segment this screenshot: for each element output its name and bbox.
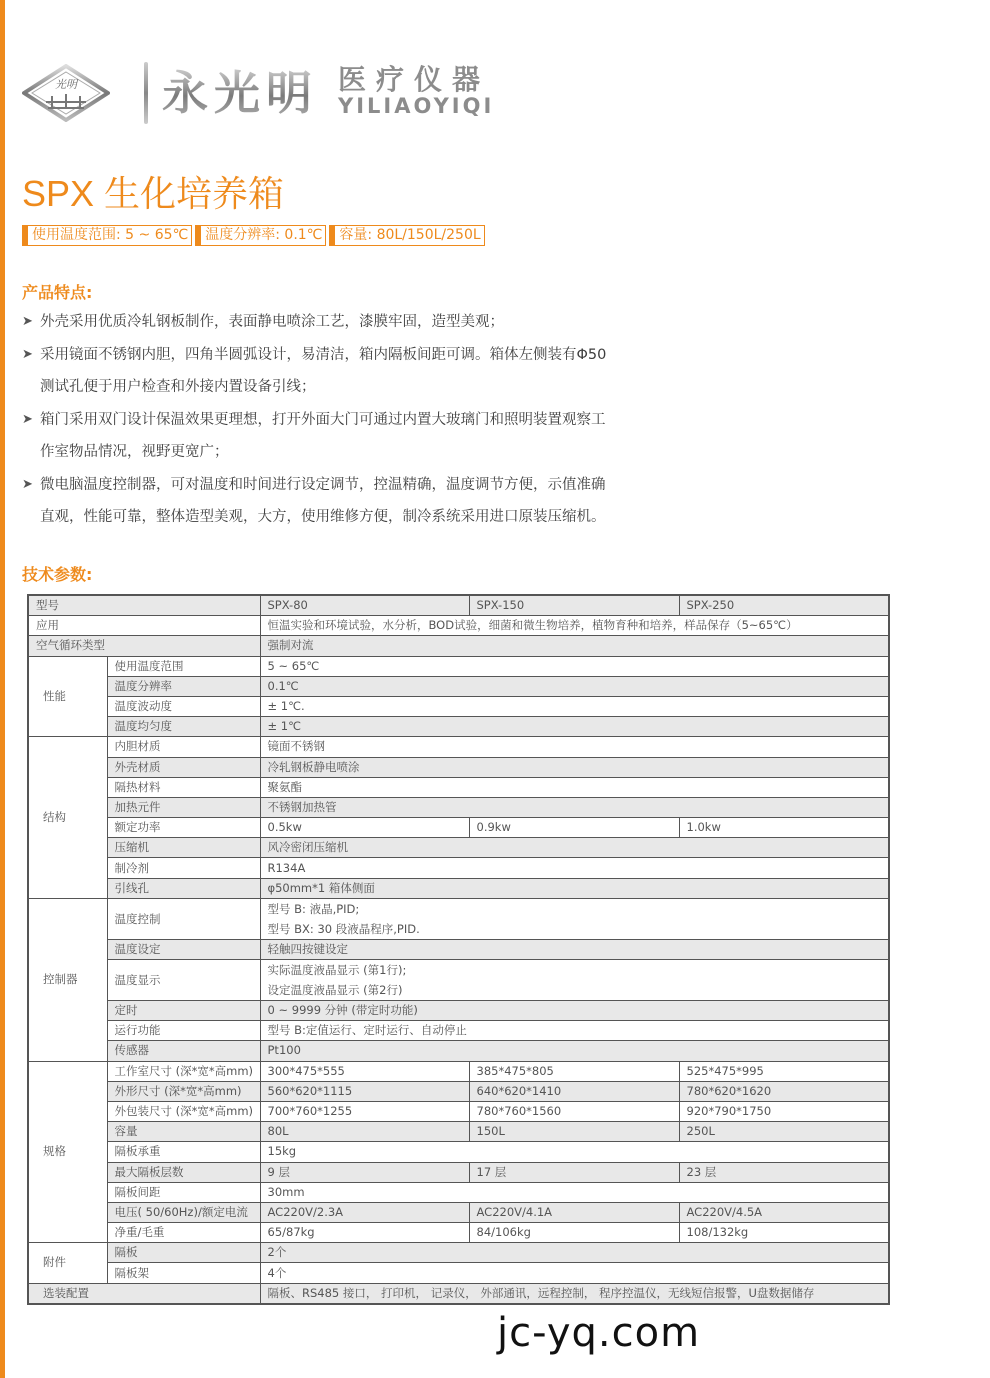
tech-heading: 技术参数:	[22, 565, 93, 584]
table-row: 温度均匀度 ± 1℃	[28, 717, 889, 737]
brand-name: 永光明	[162, 66, 318, 120]
table-row-model: 型号 SPX-80 SPX-150 SPX-250	[28, 595, 889, 616]
bullet-arrow-icon: ➤	[22, 314, 33, 329]
table-row: 运行功能 型号 B:定值运行、定时运行、自动停止	[28, 1021, 889, 1041]
table-row: 最大隔板层数 9 层 17 层 23 层	[28, 1162, 889, 1182]
features-list	[22, 306, 692, 534]
table-row: 隔板间距 30mm	[28, 1182, 889, 1202]
table-row: 结构 内胆材质 镜面不锈钢	[28, 737, 889, 757]
table-row: 温度分辨率 0.1℃	[28, 676, 889, 696]
table-row: 温度设定 轻触四按键设定	[28, 939, 889, 959]
brand-subtitle-cn: 医疗仪器	[338, 63, 491, 96]
brand-logo	[22, 62, 495, 124]
table-row: 净重/毛重 65/87kg 84/106kg 108/132kg	[28, 1223, 889, 1243]
group-label: 规格	[28, 1061, 107, 1243]
table-row: 外包装尺寸 (深*宽*高mm) 700*760*1255 780*760*1560 920*790*1750	[28, 1101, 889, 1121]
spec-tag-temp-range: 使用温度范围: 5 ~ 65℃	[22, 225, 192, 246]
bullet-arrow-icon: ➤	[22, 476, 33, 492]
table-row: 外形尺寸 (深*宽*高mm) 560*620*1115 640*620*1410 780*620*1620	[28, 1081, 889, 1101]
table-row: 选装配置 隔板、RS485 接口， 打印机， 记录仪， 外部通讯，远程控制， 程序控温仪，无线短信报警，U盘数据储存	[28, 1283, 889, 1304]
bullet-arrow-icon: ➤	[22, 411, 33, 427]
logo-divider	[144, 62, 148, 124]
table-row: 空气循环类型 强制对流	[28, 636, 889, 656]
table-row: 容量 80L 150L 250L	[28, 1122, 889, 1142]
table-row: 制冷剂 R134A	[28, 858, 889, 878]
left-accent-bar	[0, 0, 5, 1378]
table-row: 控制器 温度控制 型号 B: 液晶,PID; 型号 BX: 30 段液晶程序,PID.	[28, 898, 889, 939]
feature-item: ➤ 外壳采用优质冷轧钢板制作，表面静电喷涂工艺，漆膜牢固，造型美观；	[22, 306, 692, 339]
table-row: 规格 工作室尺寸 (深*宽*高mm) 300*475*555 385*475*805 525*475*995	[28, 1061, 889, 1081]
spec-tag-resolution: 温度分辨率: 0.1℃	[195, 225, 326, 246]
table-row: 隔板承重 15kg	[28, 1142, 889, 1162]
features-heading: 产品特点:	[22, 283, 93, 302]
table-row: 隔热材料 聚氨酯	[28, 777, 889, 797]
table-row: 隔板架 4个	[28, 1263, 889, 1283]
spec-table	[27, 594, 890, 1305]
website-url: jc-yq.com	[497, 1310, 701, 1356]
table-row: 性能 使用温度范围 5 ~ 65℃	[28, 656, 889, 676]
table-row: 温度波动度 ± 1℃.	[28, 696, 889, 716]
brand-subtitle-en: YILIAOYIQI	[338, 94, 495, 118]
page-title: SPX 生化培养箱	[22, 173, 285, 214]
table-row: 引线孔 φ50mm*1 箱体侧面	[28, 878, 889, 898]
table-row: 额定功率 0.5kw 0.9kw 1.0kw	[28, 818, 889, 838]
group-label: 结构	[28, 737, 107, 899]
group-label: 附件	[28, 1243, 107, 1283]
key-spec-strip	[22, 225, 488, 245]
table-row: 附件 隔板 2个	[28, 1243, 889, 1263]
spec-tag-capacity: 容量: 80L/150L/250L	[329, 225, 484, 246]
table-row: 外壳材质 冷轧钢板静电喷涂	[28, 757, 889, 777]
group-label: 性能	[28, 656, 107, 737]
table-row: 应用 恒温实验和环境试验，水分析，BOD试验，细菌和微生物培养，植物育种和培养，样品保存（5~65℃）	[28, 616, 889, 636]
emblem-icon	[22, 64, 110, 122]
svg-text:光明: 光明	[55, 78, 77, 91]
table-row: 定时 0 ~ 9999 分钟 (带定时功能)	[28, 1001, 889, 1021]
feature-item: ➤ 采用镜面不锈钢内胆，四角半圆弧设计，易清洁，箱内隔板间距可调。箱体左侧装有Φ50 测试孔便于用户检查和外接内置设备引线；	[22, 339, 692, 404]
table-row: 压缩机 风冷密闭压缩机	[28, 838, 889, 858]
table-row: 温度显示 实际温度液晶显示 (第1行); 设定温度液晶显示 (第2行)	[28, 960, 889, 1001]
table-row: 加热元件 不锈钢加热管	[28, 797, 889, 817]
table-row: 电压( 50/60Hz)/额定电流 AC220V/2.3A AC220V/4.1A AC220V/4.5A	[28, 1202, 889, 1222]
table-row: 传感器 Pt100	[28, 1041, 889, 1061]
feature-item: ➤ 微电脑温度控制器，可对温度和时间进行设定调节，控温精确，温度调节方便，示值准确 直观，性能可靠，整体造型美观，大方，使用维修方便，制冷系统采用进口原装压缩机。	[22, 469, 692, 534]
feature-item: ➤ 箱门采用双门设计保温效果更理想，打开外面大门可通过内置大玻璃门和照明装置观察工 作室物品情况，视野更宽广；	[22, 404, 692, 469]
group-label: 控制器	[28, 898, 107, 1061]
bullet-arrow-icon: ➤	[22, 346, 33, 362]
